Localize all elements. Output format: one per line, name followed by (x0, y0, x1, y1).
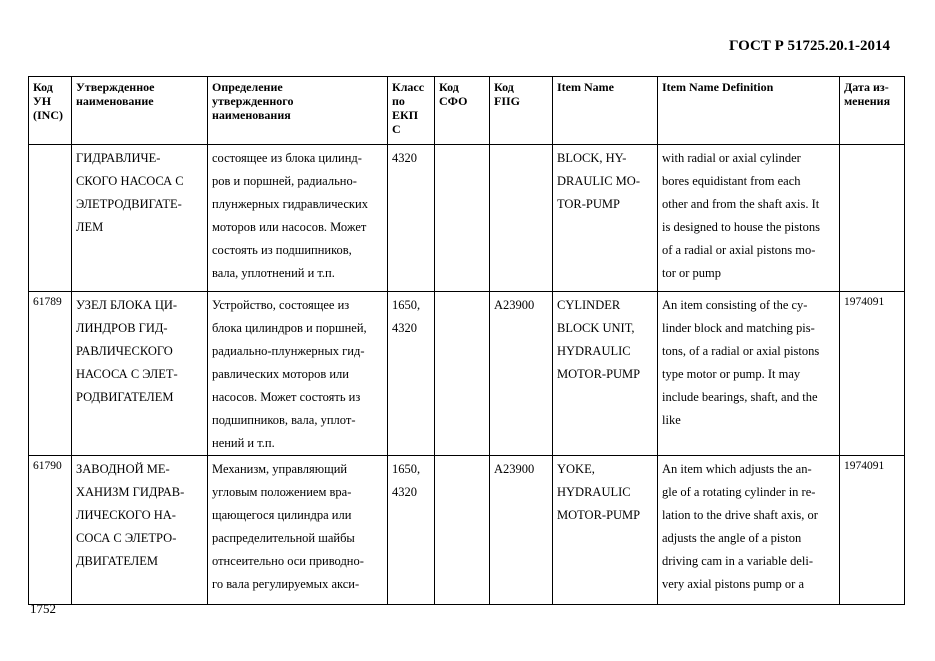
cell-line: (INC) (33, 108, 63, 122)
cell-line: Код (439, 80, 459, 94)
cell-line: блока цилиндров и поршней, (212, 321, 367, 335)
table-row (29, 145, 905, 292)
cell-line: СКОГО НАСОСА С (76, 174, 184, 188)
cell-line: вала, уплотнений и т.п. (212, 266, 335, 280)
header-item-name (553, 77, 658, 145)
cell-definition (208, 292, 388, 456)
cell-line: 61789 (33, 296, 62, 308)
cell-line: плунжерных гидравлических (212, 197, 368, 211)
cell-line: отнсеительно оси приводно- (212, 554, 364, 568)
cell-line: Дата из- (844, 80, 889, 94)
cell-item-name (553, 292, 658, 456)
cell-line: TOR-PUMP (557, 197, 620, 211)
cell-fiig (490, 456, 553, 605)
cell-line: 61790 (33, 460, 62, 472)
cell-line: linder block and matching pis- (662, 321, 815, 335)
cell-line: равлических моторов или (212, 367, 349, 381)
cell-line: DRAULIC MO- (557, 174, 640, 188)
cell-inc (29, 456, 72, 605)
cell-inc (29, 145, 72, 292)
cell-line: наименование (76, 94, 154, 108)
cell-line: распределительной шайбы (212, 531, 355, 545)
cell-line: ЛЕМ (76, 220, 104, 234)
cell-line: насосов. Может состоять из (212, 390, 361, 404)
cell-item-name (553, 145, 658, 292)
cell-line: ЕКП (392, 108, 419, 122)
cell-line: 4320 (392, 151, 417, 165)
header-approved-name (72, 77, 208, 145)
cell-line: Определение (212, 80, 283, 94)
cell-line: Утвержденное (76, 80, 155, 94)
cell-line: 1650, (392, 298, 421, 312)
cell-class (388, 456, 435, 605)
cell-line: 1974091 (844, 296, 885, 308)
cell-fiig (490, 145, 553, 292)
cell-line: ЛИНДРОВ ГИД- (76, 321, 168, 335)
page-number: 1752 (30, 601, 56, 616)
cell-line: bores equidistant from each (662, 174, 801, 188)
cell-line: состоять из подшипников, (212, 243, 352, 257)
cell-name (72, 292, 208, 456)
cell-line: менения (844, 94, 891, 108)
cell-line: ЗАВОДНОЙ МЕ- (76, 462, 170, 476)
cell-line: MOTOR-PUMP (557, 508, 641, 522)
cell-line: утвержденного (212, 94, 294, 108)
cell-line: наименования (212, 108, 291, 122)
cell-line: Класс (392, 80, 425, 94)
cell-sfo (435, 292, 490, 456)
cell-line: ров и поршней, радиально- (212, 174, 357, 188)
cell-line: УН (33, 94, 52, 108)
cell-line: состоящее из блока цилинд- (212, 151, 362, 165)
cell-date (840, 292, 905, 456)
cell-item-name (553, 456, 658, 605)
header-inc (29, 77, 72, 145)
cell-line: Код (494, 80, 514, 94)
cell-line: УЗЕЛ БЛОКА ЦИ- (76, 298, 178, 312)
cell-definition (208, 145, 388, 292)
cell-sfo (435, 456, 490, 605)
nomenclature-table (28, 76, 905, 605)
cell-line: A23900 (494, 298, 535, 312)
cell-line: tor or pump (662, 266, 722, 280)
header-class (388, 77, 435, 145)
table-row (29, 456, 905, 605)
cell-line: ХАНИЗМ ГИДРАВ- (76, 485, 185, 499)
header-fiig (490, 77, 553, 145)
cell-item-definition (658, 456, 840, 605)
cell-line: 4320 (392, 321, 417, 335)
cell-date (840, 145, 905, 292)
header-change-date (840, 77, 905, 145)
cell-line: РАВЛИЧЕСКОГО (76, 344, 173, 358)
cell-line: tons, of a radial or axial pistons (662, 344, 820, 358)
cell-line: HYDRAULIC (557, 344, 631, 358)
cell-line: 1974091 (844, 460, 885, 472)
cell-line: driving cam in a variable deli- (662, 554, 813, 568)
cell-line: MOTOR-PUMP (557, 367, 641, 381)
cell-line: Устройство, состоящее из (212, 298, 350, 312)
cell-line: Код (33, 80, 53, 94)
cell-line: include bearings, shaft, and the (662, 390, 818, 404)
cell-line: подшипников, вала, уплот- (212, 413, 356, 427)
cell-line: Item Name Definition (662, 80, 774, 94)
cell-line: BLOCK UNIT, (557, 321, 635, 335)
cell-class (388, 145, 435, 292)
cell-line: Механизм, управляющий (212, 462, 348, 476)
cell-item-definition (658, 292, 840, 456)
cell-class (388, 292, 435, 456)
cell-line: gle of a rotating cylinder in re- (662, 485, 816, 499)
header-sfo (435, 77, 490, 145)
cell-line: An item which adjusts the an- (662, 462, 812, 476)
cell-line: ЛИЧЕСКОГО НА- (76, 508, 176, 522)
cell-line: with radial or axial cylinder (662, 151, 801, 165)
cell-line: other and from the shaft axis. It (662, 197, 820, 211)
cell-line: like (662, 413, 681, 427)
table-row (29, 292, 905, 456)
cell-line: нений и т.п. (212, 436, 275, 450)
cell-line: 4320 (392, 485, 417, 499)
cell-line: lation to the drive shaft axis, or (662, 508, 818, 522)
cell-line: CYLINDER (557, 298, 621, 312)
cell-line: угловым положением вра- (212, 485, 352, 499)
table-header-row (29, 77, 905, 145)
cell-line: of a radial or axial pistons mo- (662, 243, 816, 257)
document-title: ГОСТ Р 51725.20.1-2014 (728, 38, 890, 54)
cell-line: РОДВИГАТЕЛЕМ (76, 390, 174, 404)
cell-line: Item Name (557, 80, 614, 94)
cell-line: ГИДРАВЛИЧЕ- (76, 151, 161, 165)
cell-line: СФО (439, 94, 468, 108)
cell-line: FIIG (494, 94, 521, 108)
cell-line: adjusts the angle of a piston (662, 531, 802, 545)
cell-fiig (490, 292, 553, 456)
header-definition (208, 77, 388, 145)
cell-line: по (392, 94, 405, 108)
cell-item-definition (658, 145, 840, 292)
cell-line: An item consisting of the cy- (662, 298, 808, 312)
cell-line: СОСА С ЭЛЕТРО- (76, 531, 177, 545)
cell-line: 1650, (392, 462, 421, 476)
cell-line: BLOCK, HY- (557, 151, 627, 165)
cell-name (72, 145, 208, 292)
cell-line: моторов или насосов. Может (212, 220, 367, 234)
cell-line: very axial pistons pump or a (662, 577, 804, 591)
cell-line: YOKE, (557, 462, 595, 476)
cell-inc (29, 292, 72, 456)
cell-line: С (392, 122, 401, 136)
header-item-name-definition (658, 77, 840, 145)
cell-line: ДВИГАТЕЛЕМ (76, 554, 159, 568)
cell-name (72, 456, 208, 605)
cell-line: is designed to house the pistons (662, 220, 820, 234)
cell-definition (208, 456, 388, 605)
cell-line: A23900 (494, 462, 535, 476)
cell-line: радиально-плунжерных гид- (212, 344, 365, 358)
cell-line: type motor or pump. It may (662, 367, 801, 381)
cell-line: щающегося цилиндра или (212, 508, 352, 522)
cell-line: НАСОСА С ЭЛЕТ- (76, 367, 178, 381)
cell-line: HYDRAULIC (557, 485, 631, 499)
cell-sfo (435, 145, 490, 292)
cell-date (840, 456, 905, 605)
cell-line: го вала регулируемых акси- (212, 577, 360, 591)
cell-line: ЭЛЕТРОДВИГАТЕ- (76, 197, 182, 211)
